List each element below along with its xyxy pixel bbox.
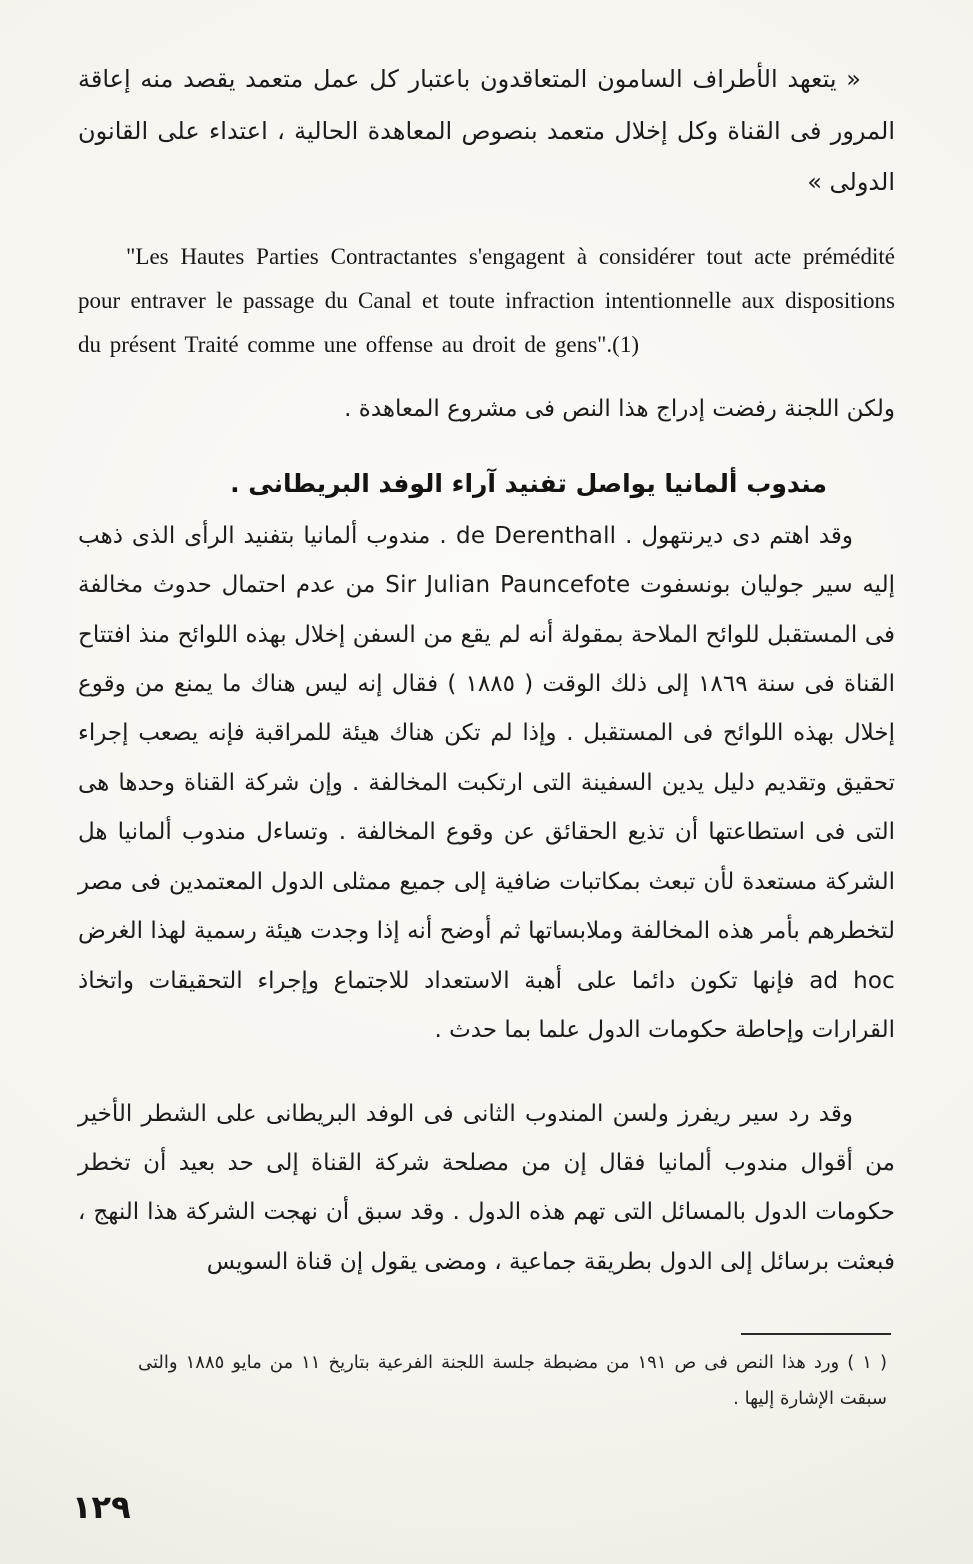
reply-paragraph: وقد رد سير ريفرز ولسن المندوب الثانى فى الوفد البريطانى على الشطر الأخير من أقوال مندوب ألمانيا فقال إن من مصلحة شركة القناة إلى حد بعيد أن تخطر حكومات الدول بالمسائل التى تهم هذه الدول . وقد سبق أن نهجت الشركة هذا النهج ، فبعثت برسائل إلى الدول بطريقة جماعية ، ومضى يقول إن قناة السويس <box>78 1100 895 1275</box>
page-number: ١٢٩ <box>72 1488 131 1526</box>
footnote: ( ١ ) ورد هذا النص فى ص ١٩١ من مضبطة جلسة اللجنة الفرعية بتاريخ ١١ من مايو ١٨٨٥ والتى سبقت الإشارة إليها . <box>138 1352 887 1410</box>
main-paragraph: وقد اهتم دى ديرنتهول . de Derenthall . مندوب ألمانيا بتفنيد الرأى الذى ذهب إليه سير جوليان بونسفوت Sir Julian Pauncefote من عدم احتمال حدوث مخالفة فى المستقبل للوائح الملاحة بمقولة أنه لم يقع من السفن إخلال بهذه اللوائح منذ افتتاح القناة فى سنة ١٨٦٩ إلى ذلك الوقت ( ١٨٨٥ ) فقال إنه ليس هناك ما يمنع من وقوع إخلال بهذه اللوائح فى المستقبل . وإذا لم تكن هناك هيئة للمراقبة فإنه يصعب إجراء تحقيق وتقديم دليل يدين السفينة التى ارتكبت المخالفة . وإن شركة القناة وحدها هى التى فى استطاعتها أن تذيع الحقائق عن وقوع المخالفة . وتساءل مندوب ألمانيا هل الشركة مستعدة لأن تبعث بمكاتبات ضافية إلى جميع ممثلى الدول المعتمدين فى مصر لتخطرهم بأمر هذه المخالفة وملابساتها ثم أوضح أنه إذا وجدت هيئة رسمية لهذا الغرض ad hoc فإنها تكون دائما على أهبة الاستعداد للاجتماع وإجراء التحقيقات واتخاذ القرارات وإحاطة حكومات الدول علما بما حدث . <box>78 522 896 1044</box>
arabic-treaty-quote: « يتعهد الأطراف السامون المتعاقدون باعتبار كل عمل متعمد يقصد منه إعاقة المرور فى القناة وكل إخلال متعمد بنصوص المعاهدة الحالية ، اعتداء على القانون الدولى » <box>78 65 895 197</box>
french-treaty-quote: "Les Hautes Parties Contractantes s'engagent à considérer tout acte prémédité pour entraver le passage du Canal et toute infraction intentionnelle aux dispositions du présent Traité comme une offense au droit de gens".(1) <box>78 243 895 358</box>
paragraph-after-quote: ولكن اللجنة رفضت إدراج هذا النص فى مشروع المعاهدة . <box>344 396 895 423</box>
footnote-divider <box>741 1333 891 1335</box>
section-heading: مندوب ألمانيا يواصل تفنيد آراء الوفد البريطانى . <box>230 468 827 498</box>
